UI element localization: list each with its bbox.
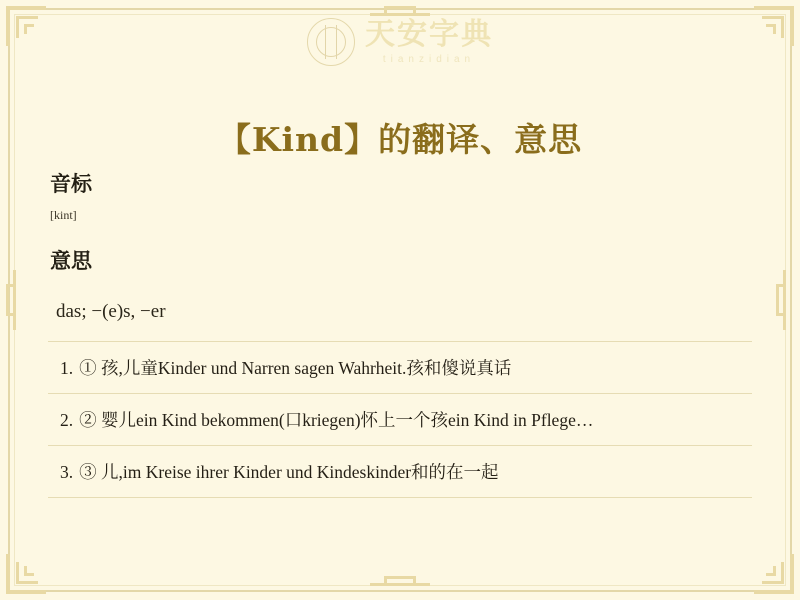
definition-text: ③ 儿,im Kreise ihrer Kinder und Kindeskinder和的在一起 xyxy=(79,462,499,482)
phonetic-heading: 音标 xyxy=(50,171,92,196)
definition-text: ② 婴儿ein Kind bekommen(口kriegen)怀上一个孩ein Kind in Pflege… xyxy=(79,410,594,430)
list-item xyxy=(48,342,752,394)
phonetic-value: [kint] xyxy=(50,208,77,222)
meaning-heading: 意思 xyxy=(50,248,92,273)
edge-ornament-left-icon xyxy=(4,270,26,330)
definition-number: 3. xyxy=(60,462,74,482)
seal-circle-icon xyxy=(307,18,355,66)
entry-content xyxy=(48,168,752,498)
site-logo-title: 天安字典 xyxy=(365,16,493,52)
edge-ornament-bottom-icon xyxy=(370,574,430,596)
site-logo-text xyxy=(365,16,493,65)
list-item xyxy=(48,394,752,446)
site-logo-subtitle: tianzidian xyxy=(382,53,476,65)
edge-ornament-right-icon xyxy=(774,270,796,330)
site-logo[interactable] xyxy=(0,18,800,66)
part-of-speech: das; −(e)s, −er xyxy=(56,301,166,322)
definition-list xyxy=(48,341,752,498)
list-item xyxy=(48,446,752,498)
corner-ornament-bottom-left-icon xyxy=(6,548,52,594)
definition-number: 2. xyxy=(60,410,74,430)
page-title: 【Kind】的翻译、意思 xyxy=(217,120,583,160)
definition-text: ① 孩,儿童Kinder und Narren sagen Wahrheit.孩和傻说真话 xyxy=(79,358,512,378)
definition-number: 1. xyxy=(60,358,74,378)
corner-ornament-bottom-right-icon xyxy=(748,548,794,594)
